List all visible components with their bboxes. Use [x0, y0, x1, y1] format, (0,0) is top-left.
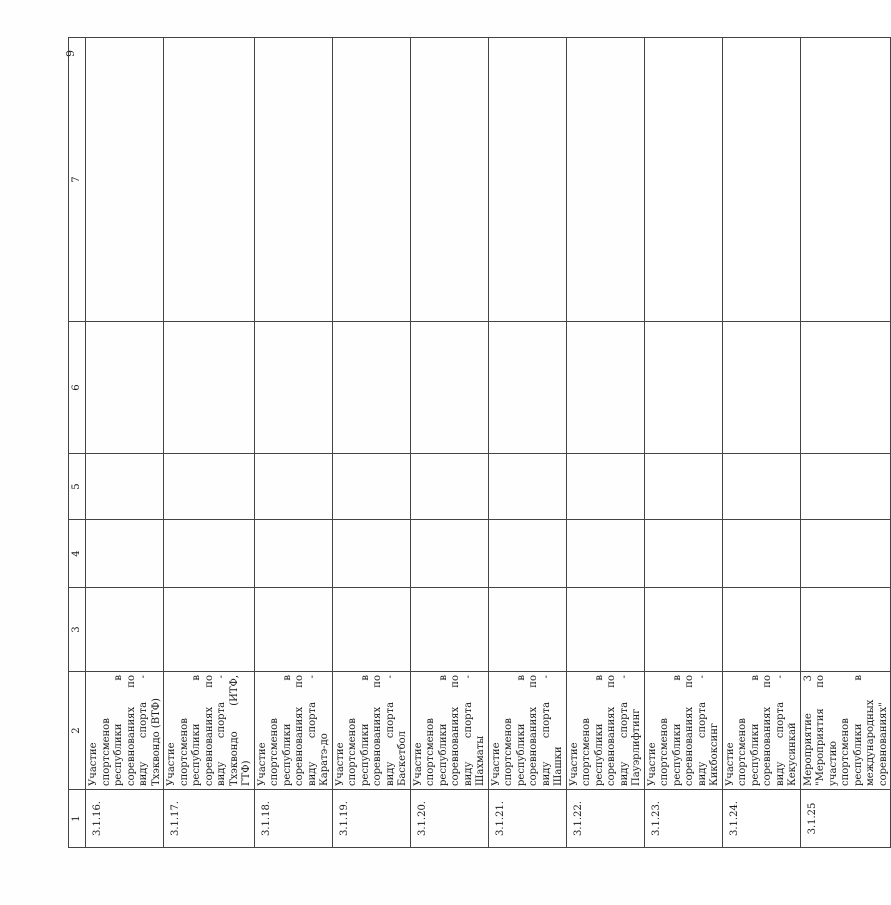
- empty-cell: [254, 588, 332, 672]
- column-header-6: 6: [69, 322, 86, 454]
- empty-cell: [722, 588, 800, 672]
- empty-cell: [644, 520, 722, 588]
- empty-cell: [644, 588, 722, 672]
- empty-cell: [410, 38, 488, 322]
- row-description: Участие спортсменов республики в соревнованиях по виду спорта - Каратэ-до: [254, 672, 332, 790]
- program-table: [68, 37, 891, 848]
- empty-cell: [164, 520, 255, 588]
- row-description: Участие спортсменов республики в соревнованиях по виду спорта - Шашки: [488, 672, 566, 790]
- empty-cell: [800, 588, 891, 672]
- rotated-document: [58, 0, 889, 905]
- row-number: 3.1.23.: [644, 790, 722, 848]
- column-header-7: 7: [69, 38, 86, 322]
- table-row: [254, 38, 332, 848]
- empty-cell: [644, 38, 722, 322]
- empty-cell: [644, 322, 722, 454]
- row-number: 3.1.20.: [410, 790, 488, 848]
- empty-cell: [254, 454, 332, 520]
- row-number: 3.1.21.: [488, 790, 566, 848]
- empty-cell: [86, 322, 164, 454]
- empty-cell: [332, 588, 410, 672]
- table-row: [410, 38, 488, 848]
- table-row: [86, 38, 164, 848]
- empty-cell: [800, 454, 891, 520]
- empty-cell: [164, 588, 255, 672]
- column-header-4: 4: [69, 520, 86, 588]
- row-description: Участие спортсменов республики в соревнованиях по виду спорта - Пауэрлифтинг: [566, 672, 644, 790]
- row-number: 3.1.22.: [566, 790, 644, 848]
- column-header-1: 1: [69, 790, 86, 848]
- row-number: 3.1.18.: [254, 790, 332, 848]
- empty-cell: [410, 588, 488, 672]
- empty-cell: [86, 454, 164, 520]
- empty-cell: [566, 322, 644, 454]
- table-row: [164, 38, 255, 848]
- table-row: [644, 38, 722, 848]
- empty-cell: [488, 520, 566, 588]
- row-description: Участие спортсменов республики в соревнованиях по виду спорта - Баскетбол: [332, 672, 410, 790]
- empty-cell: [488, 322, 566, 454]
- empty-cell: [332, 38, 410, 322]
- empty-cell: [254, 38, 332, 322]
- empty-cell: [566, 520, 644, 588]
- empty-cell: [566, 454, 644, 520]
- row-number: 3.1.17.: [164, 790, 255, 848]
- table-row: [332, 38, 410, 848]
- empty-cell: [254, 520, 332, 588]
- row-description: Участие спортсменов республики в соревнованиях по виду спорта - Кикбоксинг: [644, 672, 722, 790]
- row-description: Мероприятие 3 "Мероприятия по участию спортсменов республики в международных соревнованиях": [800, 672, 891, 790]
- column-header-5: 5: [69, 454, 86, 520]
- empty-cell: [722, 520, 800, 588]
- empty-cell: [800, 520, 891, 588]
- row-number: 3.1.25: [800, 790, 891, 848]
- page-number: 9: [64, 50, 77, 57]
- empty-cell: [332, 454, 410, 520]
- empty-cell: [488, 588, 566, 672]
- empty-cell: [86, 520, 164, 588]
- table-row: [566, 38, 644, 848]
- table-row: [800, 38, 891, 848]
- row-description: Участие спортсменов республики в соревнованиях по виду спорта - Кекусинкай: [722, 672, 800, 790]
- empty-cell: [164, 454, 255, 520]
- row-description: Участие спортсменов республики в соревнованиях по виду спорта - Шахматы: [410, 672, 488, 790]
- row-number: 3.1.19.: [332, 790, 410, 848]
- table-row: [488, 38, 566, 848]
- empty-cell: [566, 588, 644, 672]
- row-number: 3.1.16.: [86, 790, 164, 848]
- empty-cell: [410, 454, 488, 520]
- table-row: [722, 38, 800, 848]
- empty-cell: [332, 322, 410, 454]
- empty-cell: [566, 38, 644, 322]
- row-description: Участие спортсменов республики в соревнованиях по виду спорта - Тхэквондо (ИТФ, ГТФ): [164, 672, 255, 790]
- empty-cell: [332, 520, 410, 588]
- empty-cell: [86, 38, 164, 322]
- empty-cell: [722, 454, 800, 520]
- empty-cell: [164, 38, 255, 322]
- empty-cell: [410, 520, 488, 588]
- row-number: 3.1.24.: [722, 790, 800, 848]
- empty-cell: [800, 38, 891, 322]
- empty-cell: [644, 454, 722, 520]
- column-header-2: 2: [69, 672, 86, 790]
- empty-cell: [86, 588, 164, 672]
- row-description: Участие спортсменов республики в соревнованиях по виду спорта - Тхэквондо (ВТФ): [86, 672, 164, 790]
- empty-cell: [488, 454, 566, 520]
- empty-cell: [488, 38, 566, 322]
- empty-cell: [164, 322, 255, 454]
- empty-cell: [722, 322, 800, 454]
- header-row: [69, 38, 86, 848]
- empty-cell: [410, 322, 488, 454]
- empty-cell: [254, 322, 332, 454]
- column-header-3: 3: [69, 588, 86, 672]
- empty-cell: [800, 322, 891, 454]
- empty-cell: [722, 38, 800, 322]
